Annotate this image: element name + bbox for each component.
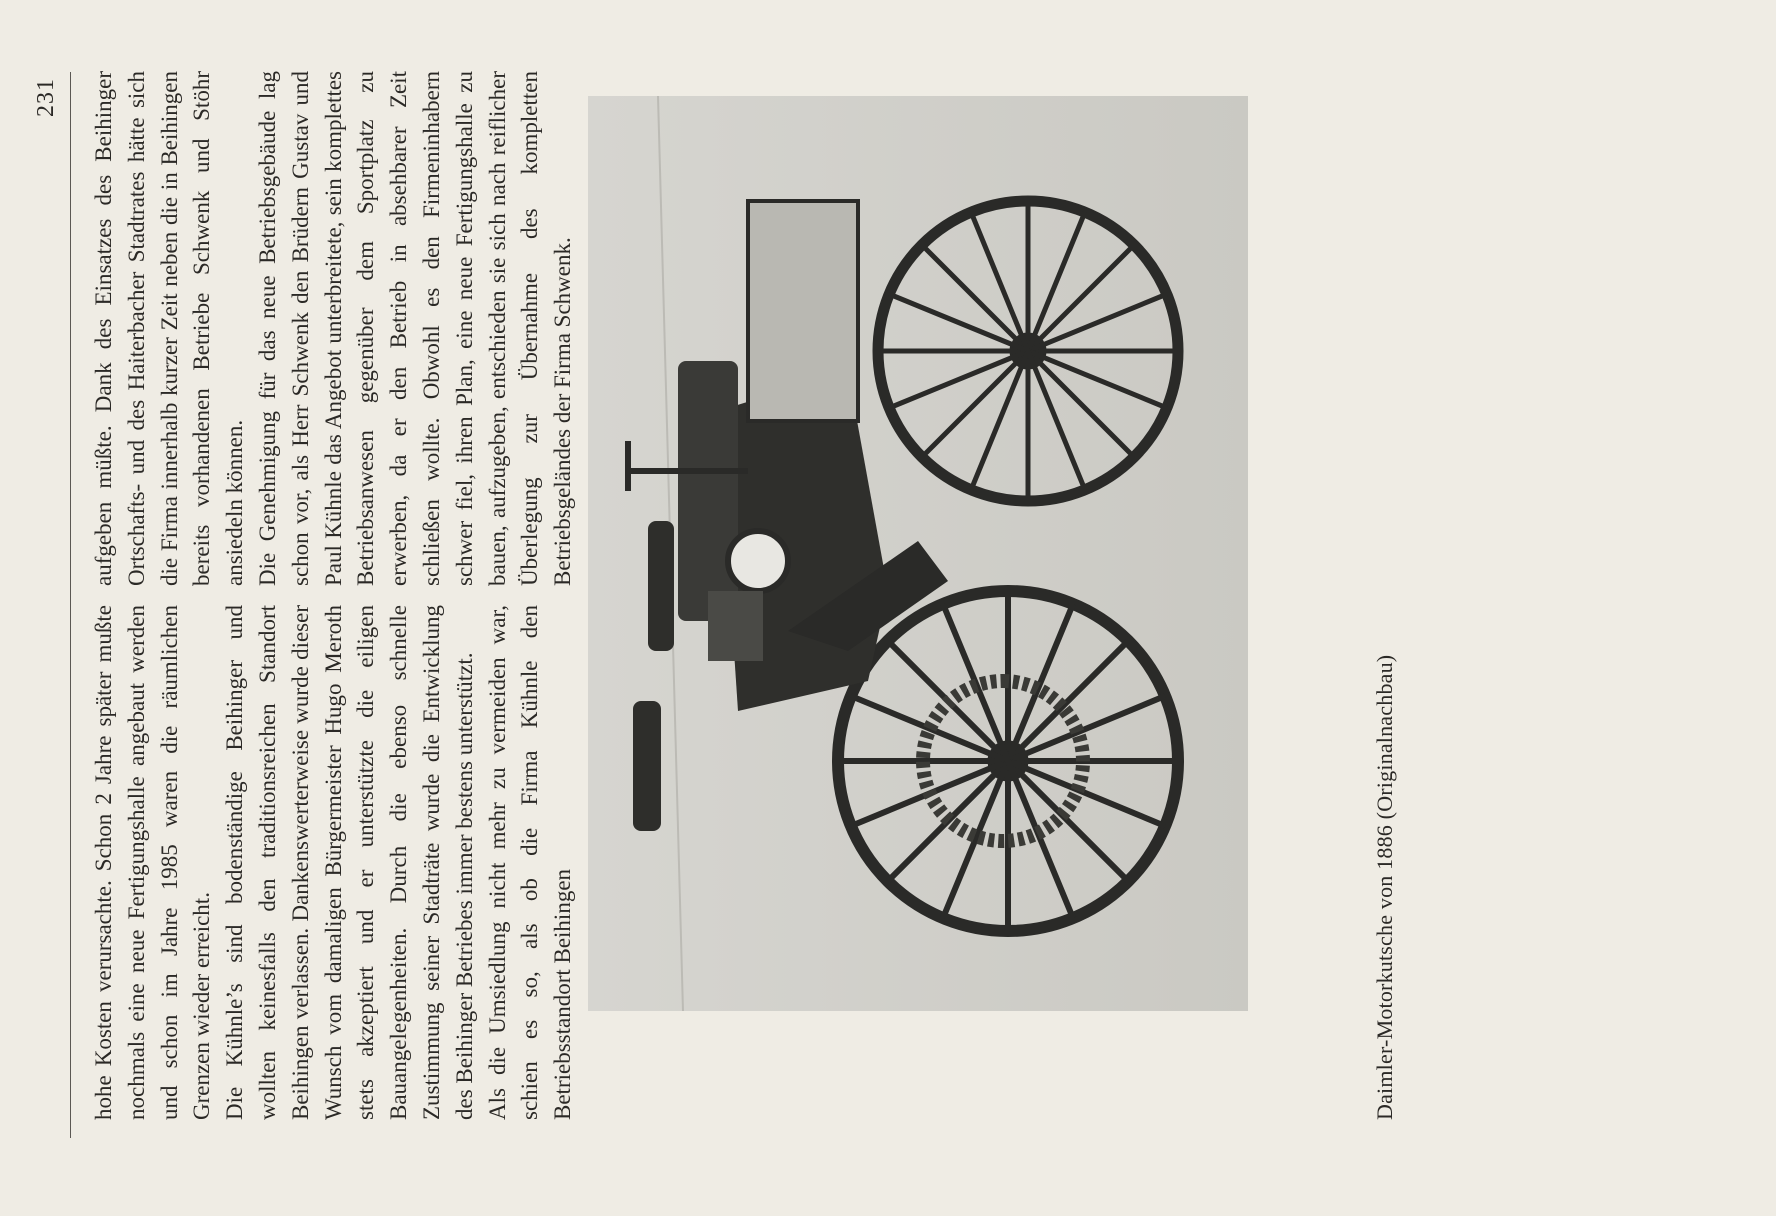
- paragraph: Die Kühnle’s sind bodenständige Beihinger und wollten keinesfalls den traditionsreichen Standort Beihingen verlassen. Dankenswerterweise wurde dieser Wunsch vom damaligen Bürgermeister Hugo Meroth stets akzeptiert und er unterstützte die eiligen Bauangelegenheiten. Durch die ebenso schnelle Zustimmung seiner Stadträte wurde die Entwicklung des Beihinger Betriebes immer bestens unterstützt.: [222, 605, 477, 1120]
- text-column-left: [88, 605, 580, 1120]
- paragraph: aufgeben müßte. Dank des Einsatzes des Beihinger Ortschafts- und des Haiterbacher Stadtrates hätte sich die Firma innerhalb kurzer Zeit neben die in Beihingen bereits vorhandenen Betriebe Schwenk und Stöhr ansiedeln können.: [91, 71, 248, 586]
- photo-caption: Daimler-Motorkutsche von 1886 (Originalnachbau): [1372, 654, 1397, 1120]
- text-column-right: [88, 71, 580, 586]
- front-wheel: [878, 201, 1178, 501]
- paragraph: Als die Umsiedlung nicht mehr zu vermeiden war, schien es so, als ob die Firma Kühnle den Betriebsstandort Beihingen: [484, 605, 576, 1120]
- page-number: 231: [33, 78, 59, 117]
- paragraph: Die Genehmigung für das neue Betriebsgebäude lag schon vor, als Herr Schwenk den Brüdern Gustav und Paul Kühnle das Angebot unterbreitete, sein komplettes Betriebsanwesen gegenüber dem Sportplatz zu erwerben, da er den Betrieb in absehbarer Zeit schließen wollte. Obwohl es den Firmeninhabern schwer fiel, ihren Plan, eine neue Fertigungshalle zu bauen, aufzugeben, entschieden sie sich nach reiflicher Überlegung zur Übernahme des kompletten Betriebsgeländes der Firma Schwenk.: [254, 71, 576, 586]
- rear-wheel: [838, 591, 1178, 931]
- paragraph: hohe Kosten verursachte. Schon 2 Jahre später mußte nochmals eine neue Fertigungshalle angebaut werden und schon im Jahre 1985 waren die räumlichen Grenzen wieder erreicht.: [91, 605, 215, 1120]
- header-rule: [70, 72, 71, 1138]
- carriage-illustration: [588, 96, 1248, 1011]
- carriage-photo: [588, 96, 1248, 1011]
